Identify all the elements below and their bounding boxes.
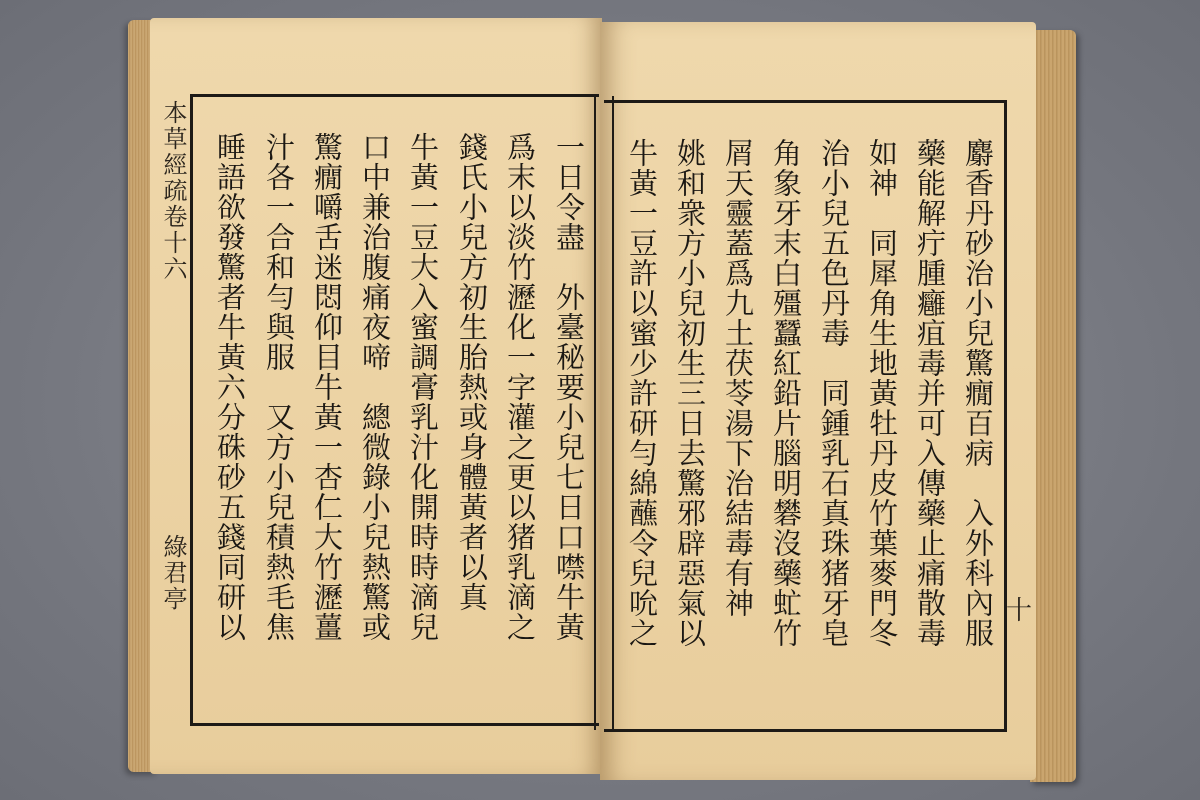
text-column: 角象牙末白殭蠶紅鉛片腦明礬沒藥虻竹: [769, 138, 803, 648]
right-page-edges: [1030, 30, 1076, 782]
text-column: 爲末以淡竹瀝化一字灌之更以猪乳滴之: [503, 132, 537, 642]
text-column: 睡語欲發驚者牛黃六分硃砂五錢同研以: [213, 132, 247, 642]
text-column: 牛黃一豆大入蜜調膏乳汁化開時時滴兒: [406, 132, 440, 642]
book-margin-title: 本草經疏卷十六: [159, 100, 187, 282]
right-page-text: [608, 138, 1000, 724]
text-column: 驚癇嚼舌迷悶仰目牛黃一杏仁大竹瀝薑: [310, 132, 344, 642]
page-number: 十: [1006, 596, 1033, 626]
text-column: 錢氏小兒方初生胎熱或身體黃者以真: [455, 132, 489, 612]
text-column: 口中兼治腹痛夜啼 總微錄小兒熱驚或: [358, 132, 392, 642]
text-column: 屑天靈蓋爲九土茯苓湯下治結毒有神: [721, 138, 755, 618]
left-page-text: [196, 132, 592, 718]
text-column: 麝香丹砂治小兒驚癇百病 入外科內服: [961, 138, 995, 648]
text-column: 藥能解疔腫癰疽毒并可入傳藥止痛散毒: [913, 138, 947, 648]
text-column: 治小兒五色丹毒 同鍾乳石真珠猪牙皂: [817, 138, 851, 648]
text-column: 牛黃一豆許以蜜少許研勻綿蘸令兒吮之: [625, 138, 659, 648]
text-column: 如神 同犀角生地黃牡丹皮竹葉麥門冬: [865, 138, 899, 648]
book-margin-imprint: 綠君亭: [159, 534, 187, 612]
text-column: 汁各一合和勻與服 又方小兒積熱毛焦: [262, 132, 296, 642]
text-column: 姚和衆方小兒初生三日去驚邪辟惡氣以: [673, 138, 707, 648]
text-column: 一日令盡 外臺秘要小兒七日口噤牛黃: [552, 132, 586, 642]
